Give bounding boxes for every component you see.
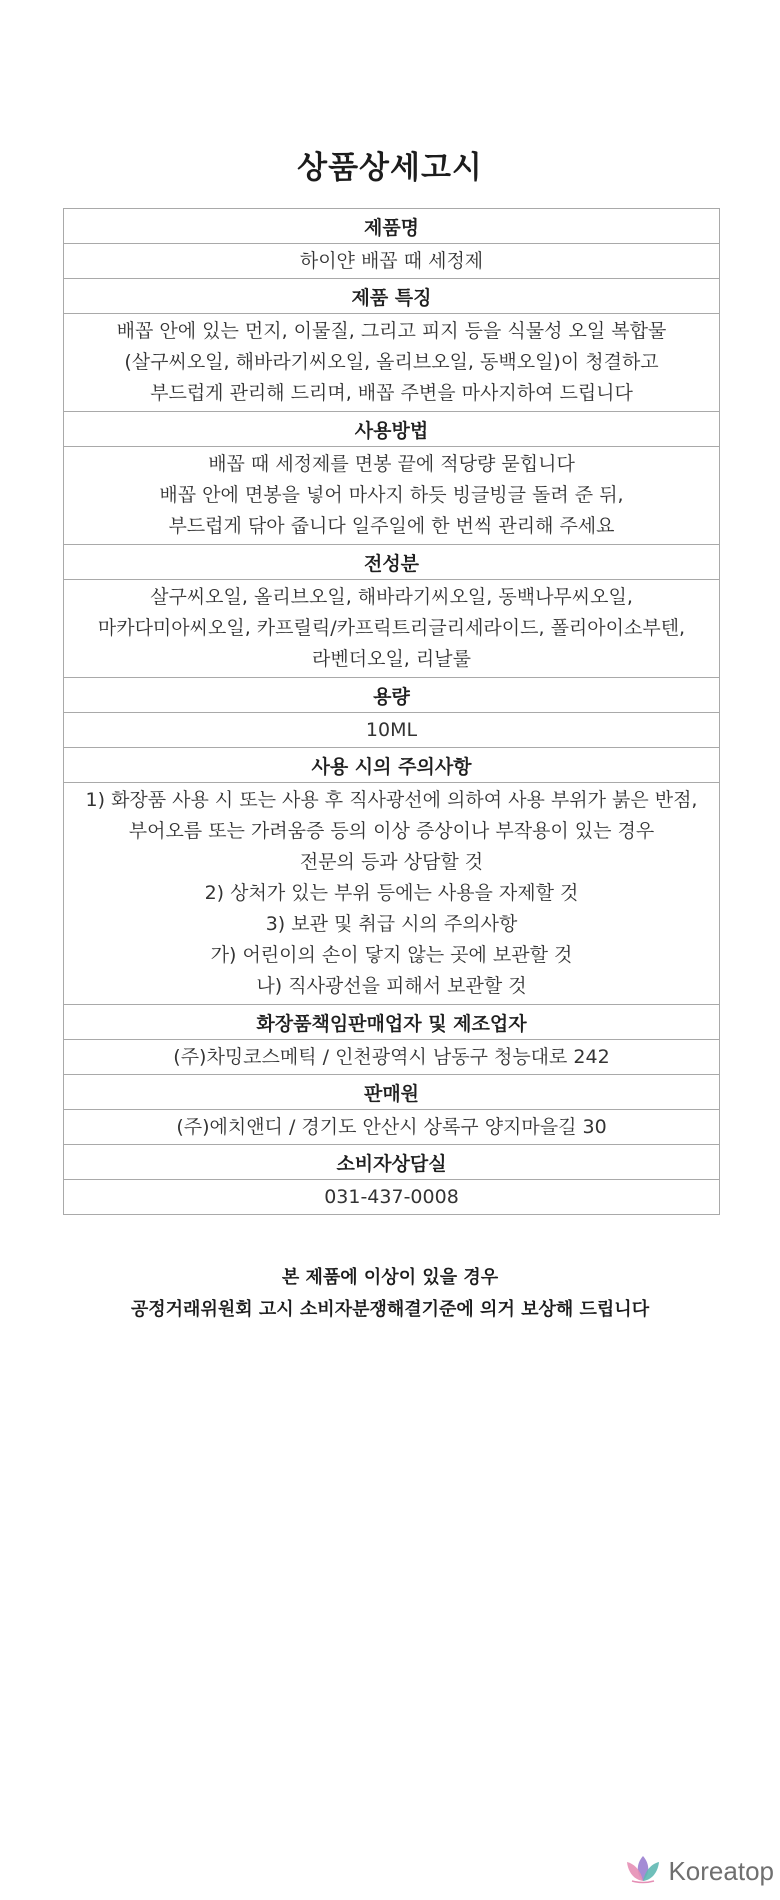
section-value-manufacturer <box>64 1040 720 1075</box>
table-row <box>64 314 720 412</box>
value-line: 10ML <box>365 718 418 741</box>
value-line: 031-437-0008 <box>324 1185 459 1208</box>
section-value-volume <box>64 713 720 748</box>
page-title: 상품상세고시 <box>297 150 483 186</box>
table-row <box>64 748 720 783</box>
table-row <box>64 783 720 1005</box>
table-row <box>64 713 720 748</box>
section-value-customer-service <box>64 1180 720 1215</box>
notice-line: 본 제품에 이상이 있을 경우 <box>281 1267 499 1288</box>
section-heading-product-name: 제품명 <box>64 209 720 244</box>
value-line: (주)차밍코스메틱 / 인천광역시 남동구 청능대로 242 <box>173 1045 610 1068</box>
table-row <box>64 678 720 713</box>
table-row <box>64 447 720 545</box>
section-value-features <box>64 314 720 412</box>
value-line: 나) 직사광선을 피해서 보관할 것 <box>256 975 527 997</box>
value-line: 하이얀 배꼽 때 세정제 <box>299 249 484 272</box>
section-value-product-name <box>64 244 720 279</box>
section-value-distributor <box>64 1110 720 1145</box>
section-value-usage <box>64 447 720 545</box>
value-line: 전문의 등과 상담할 것 <box>299 851 484 873</box>
table-row <box>64 279 720 314</box>
table-row <box>64 244 720 279</box>
value-line: 가) 어린이의 손이 닿지 않는 곳에 보관할 것 <box>210 944 573 966</box>
value-line: 배꼽 안에 있는 먼지, 이물질, 그리고 피지 등을 식물성 오일 복합물 <box>116 320 667 342</box>
table-row <box>64 209 720 244</box>
section-heading-features: 제품 특징 <box>64 279 720 314</box>
value-line: 라벤더오일, 리날룰 <box>312 648 471 670</box>
section-value-precautions <box>64 783 720 1005</box>
value-line: 부어오름 또는 가려움증 등의 이상 증상이나 부작용이 있는 경우 <box>128 820 655 842</box>
value-line: 부드럽게 닦아 줍니다 일주일에 한 번씩 관리해 주세요 <box>168 515 615 537</box>
value-line: 마카다미아씨오일, 카프릴릭/카프릭트리글리세라이드, 폴리아이소부텐, <box>97 617 686 639</box>
value-line: (주)에치앤디 / 경기도 안산시 상록구 양지마을길 30 <box>176 1115 607 1138</box>
section-heading-distributor: 판매원 <box>64 1075 720 1110</box>
value-line: 배꼽 때 세정제를 면봉 끝에 적당량 묻힙니다 <box>208 453 575 475</box>
section-heading-manufacturer: 화장품책임판매업자 및 제조업자 <box>64 1005 720 1040</box>
notice-line: 공정거래위원회 고시 소비자분쟁해결기준에 의거 보상해 드립니다 <box>130 1299 650 1320</box>
value-line: 1) 화장품 사용 시 또는 사용 후 직사광선에 의하여 사용 부위가 붉은 반점, <box>85 789 698 811</box>
value-line: 살구씨오일, 올리브오일, 해바라기씨오일, 동백나무씨오일, <box>150 586 633 608</box>
table-row <box>64 1145 720 1180</box>
product-info-table <box>63 208 720 1215</box>
table-row <box>64 1180 720 1215</box>
section-heading-ingredients: 전성분 <box>64 545 720 580</box>
value-line: 부드럽게 관리해 드리며, 배꼽 주변을 마사지하여 드립니다 <box>150 382 633 404</box>
section-heading-usage: 사용방법 <box>64 412 720 447</box>
table-row <box>64 1110 720 1145</box>
lotus-icon <box>624 1854 662 1888</box>
watermark-text: Koreatop <box>668 1855 774 1886</box>
value-line: 배꼽 안에 면봉을 넣어 마사지 하듯 빙글빙글 돌려 준 뒤, <box>159 484 624 506</box>
table-row <box>64 1040 720 1075</box>
table-row <box>64 412 720 447</box>
value-line: (살구씨오일, 해바라기씨오일, 올리브오일, 동백오일)이 청결하고 <box>124 351 659 373</box>
table-row <box>64 1075 720 1110</box>
section-heading-customer-service: 소비자상담실 <box>64 1145 720 1180</box>
section-value-ingredients <box>64 580 720 678</box>
watermark <box>624 1854 774 1888</box>
section-heading-volume: 용량 <box>64 678 720 713</box>
table-row <box>64 545 720 580</box>
value-line: 2) 상처가 있는 부위 등에는 사용을 자제할 것 <box>204 882 579 904</box>
value-line: 3) 보관 및 취급 시의 주의사항 <box>265 913 518 935</box>
compensation-notice <box>0 1262 780 1326</box>
table-row <box>64 580 720 678</box>
section-heading-precautions: 사용 시의 주의사항 <box>64 748 720 783</box>
table-row <box>64 1005 720 1040</box>
